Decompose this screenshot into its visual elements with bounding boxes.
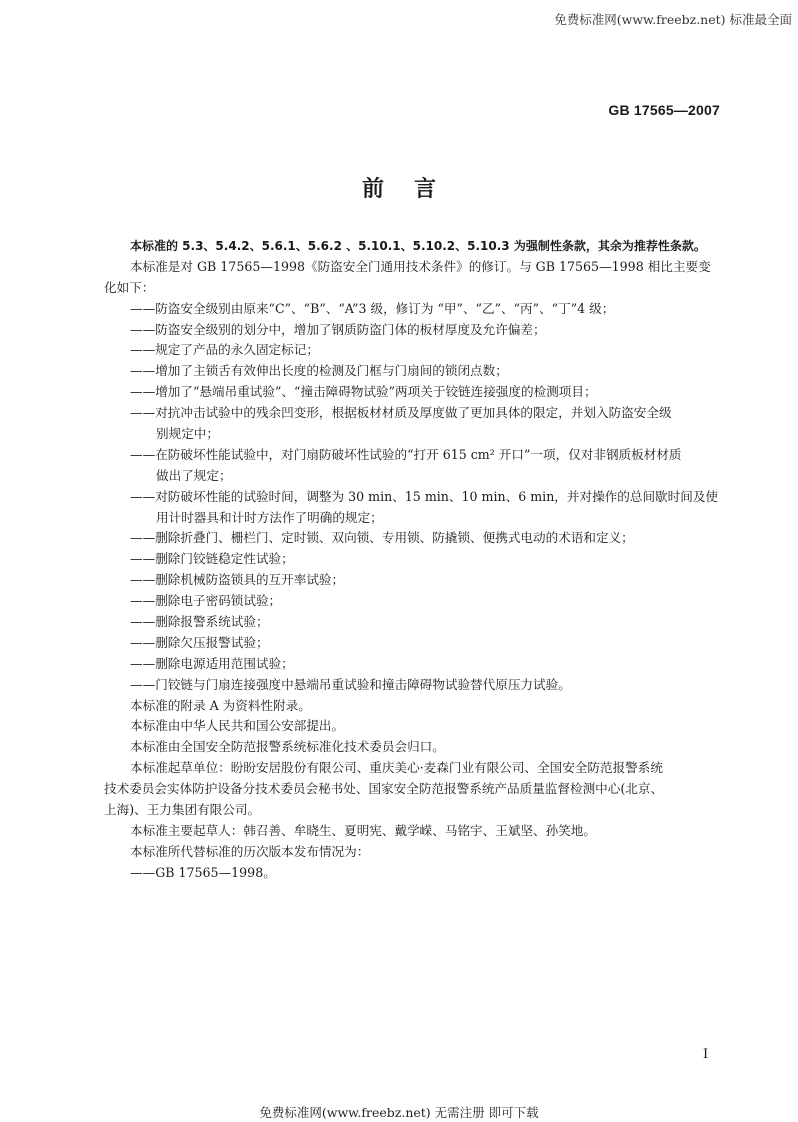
page-number: I xyxy=(703,1047,709,1062)
intro-line-1: 本标准是对 GB 17565—1998《防盗安全门通用技术条件》的修订。与 GB 17565—1998 相比主要变 xyxy=(130,258,711,274)
change-item-continuation: 别规定中； xyxy=(156,426,219,442)
page-title: 前言 xyxy=(361,176,466,202)
previous-editions-intro: 本标准所代替标准的历次版本发布情况为： xyxy=(130,843,370,859)
change-item: ——在防破坏性能试验中，对门扇防破坏性试验的“打开 615 cm² 开口”一项，仅对非钢质板材材质 xyxy=(130,446,682,462)
change-item: ——防盗安全级别由原来“C”、“B”、“A”3 级，修订为 “甲”、“乙”、“丙”、“丁”4 级； xyxy=(130,300,615,316)
previous-edition-item: ——GB 17565—1998。 xyxy=(130,864,276,880)
drafting-units-line-2: 技术委员会实体防护设备分技术委员会秘书处、国家安全防范报警系统产品质量监督检测中心(北京、 xyxy=(104,781,664,797)
change-item: ——删除电源适用范围试验； xyxy=(130,655,294,671)
change-item: ——增加了“悬端吊重试验”、“撞击障碍物试验”两项关于铰链连接强度的检测项目； xyxy=(130,384,597,400)
top-watermark: 免费标准网(www.freebz.net) 标准最全面 xyxy=(554,12,792,27)
change-item: ——对防破坏性能的试验时间，调整为 30 min、15 min、10 min、6 min，并对操作的总间歇时间及使 xyxy=(130,488,719,504)
change-item: ——删除折叠门、栅栏门、定时锁、双向锁、专用锁、防撬锁、便携式电动的术语和定义； xyxy=(130,530,634,546)
change-item: ——增加了主锁舌有效伸出长度的检测及门框与门扇间的锁闭点数； xyxy=(130,363,508,379)
standard-number: GB 17565—2007 xyxy=(608,102,720,118)
change-item: ——规定了产品的永久固定标记； xyxy=(130,342,319,358)
proposed-by: 本标准由中华人民共和国公安部提出。 xyxy=(130,718,345,734)
change-item-continuation: 用计时器具和计时方法作了明确的规定； xyxy=(156,509,383,525)
appendix-note: 本标准的附录 A 为资料性附录。 xyxy=(130,697,311,713)
drafting-units-line-1: 本标准起草单位：盼盼安居股份有限公司、重庆美心·麦森门业有限公司、全国安全防范报警系统 xyxy=(130,760,663,776)
drafting-units-line-3: 上海)、王力集团有限公司。 xyxy=(104,802,261,818)
change-item: ——删除门铰链稳定性试验； xyxy=(130,551,294,567)
change-item: ——删除机械防盗锁具的互开率试验； xyxy=(130,572,345,588)
change-item: ——删除电子密码锁试验； xyxy=(130,593,282,609)
change-item: ——删除报警系统试验； xyxy=(130,614,269,630)
preface-body xyxy=(104,236,724,884)
change-item: ——门铰链与门扇连接强度中悬端吊重试验和撞击障碍物试验替代原压力试验。 xyxy=(130,676,571,692)
change-item: ——删除欠压报警试验； xyxy=(130,634,269,650)
change-item: ——对抗冲击试验中的残余凹变形，根据板材材质及厚度做了更加具体的限定，并划入防盗安全级 xyxy=(130,405,672,421)
mandatory-clause: 本标准的 5.3、5.4.2、5.6.1、5.6.2 、5.10.1、5.10.2、5.10.3 为强制性条款，其余为推荐性条款。 xyxy=(130,239,706,253)
bottom-watermark: 免费标准网(www.freebz.net) 无需注册 即可下载 xyxy=(259,1105,539,1120)
centralized-by: 本标准由全国安全防范报警系统标准化技术委员会归口。 xyxy=(130,739,445,755)
change-item: ——防盗安全级别的划分中，增加了钢质防盗门体的板材厚度及允许偏差； xyxy=(130,321,546,337)
drafters: 本标准主要起草人：韩召善、牟晓生、夏明宪、戴学嵘、马铭宇、王斌坚、孙笑地。 xyxy=(130,822,596,838)
change-item-continuation: 做出了规定； xyxy=(156,467,232,483)
changes-list xyxy=(104,299,724,696)
intro-line-2: 化如下： xyxy=(104,279,155,295)
